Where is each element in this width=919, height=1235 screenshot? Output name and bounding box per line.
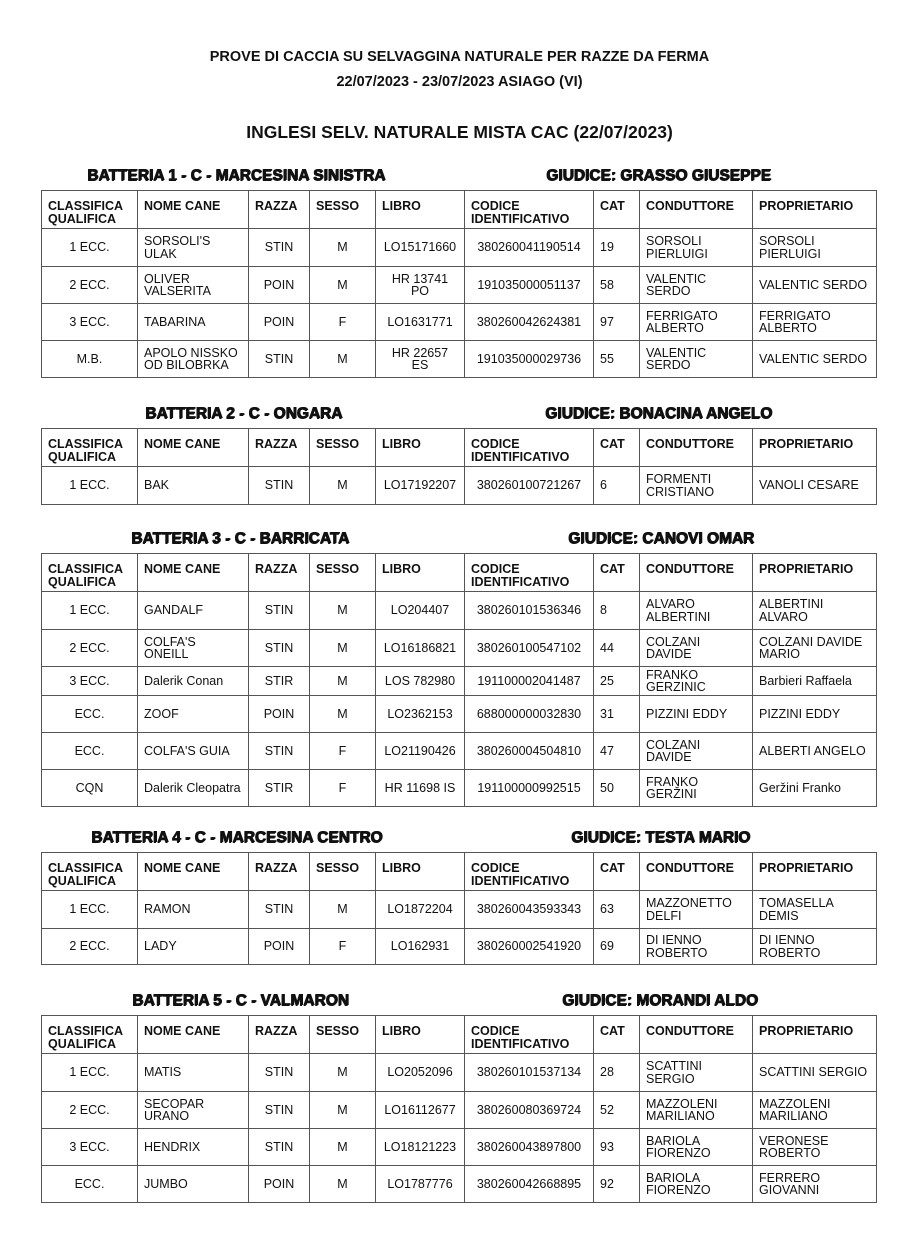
column-header-codice: CODICE IDENTIFICATIVO bbox=[465, 853, 594, 891]
cell-classifica: 1 ECC. bbox=[42, 1054, 138, 1092]
cell-nome-cane: HENDRIX bbox=[138, 1129, 249, 1166]
cell-razza: POIN bbox=[249, 1166, 310, 1203]
cell-conduttore: FERRIGATO ALBERTO bbox=[640, 304, 753, 341]
cell-classifica: 2 ECC. bbox=[42, 1092, 138, 1129]
cell-conduttore: SCATTINI SERGIO bbox=[640, 1054, 753, 1092]
column-header-libro: LIBRO bbox=[376, 554, 465, 592]
cell-codice: 380260002541920 bbox=[465, 929, 594, 965]
batteria-title: BATTERIA 5 - C - VALMARON bbox=[132, 992, 349, 1009]
cell-classifica: ECC. bbox=[42, 696, 138, 733]
cell-classifica: 1 ECC. bbox=[42, 592, 138, 630]
batteria-title: BATTERIA 3 - C - BARRICATA bbox=[131, 530, 350, 547]
cell-conduttore: SORSOLI PIERLUIGI bbox=[640, 229, 753, 267]
cell-cat: 28 bbox=[594, 1054, 640, 1092]
cell-razza: STIN bbox=[249, 891, 310, 929]
cell-nome-cane: SORSOLI'S ULAK bbox=[138, 229, 249, 267]
column-header-razza: RAZZA bbox=[249, 1016, 310, 1054]
cell-nome-cane: OLIVER VALSERITA bbox=[138, 267, 249, 304]
column-header-conduttore: CONDUTTORE bbox=[640, 1016, 753, 1054]
cell-libro: LO1787776 bbox=[376, 1166, 465, 1203]
cell-classifica: M.B. bbox=[42, 341, 138, 378]
column-header-razza: RAZZA bbox=[249, 554, 310, 592]
table-header-row bbox=[42, 1016, 877, 1054]
cell-nome-cane: LADY bbox=[138, 929, 249, 965]
column-header-codice: CODICE IDENTIFICATIVO bbox=[465, 554, 594, 592]
cell-proprietario: VALENTIC SERDO bbox=[753, 341, 877, 378]
cell-conduttore: FRANKO GERŽINI bbox=[640, 770, 753, 807]
cell-sesso: M bbox=[310, 592, 376, 630]
cell-conduttore: BARIOLA FIORENZO bbox=[640, 1129, 753, 1166]
cell-proprietario: FERRERO GIOVANNI bbox=[753, 1166, 877, 1203]
cell-cat: 6 bbox=[594, 467, 640, 505]
cell-classifica: 1 ECC. bbox=[42, 467, 138, 505]
cell-cat: 31 bbox=[594, 696, 640, 733]
cell-libro: LO17192207 bbox=[376, 467, 465, 505]
cell-sesso: M bbox=[310, 696, 376, 733]
table-row bbox=[42, 229, 877, 267]
cell-classifica: ECC. bbox=[42, 733, 138, 770]
cell-libro: LO1872204 bbox=[376, 891, 465, 929]
cell-cat: 47 bbox=[594, 733, 640, 770]
cell-conduttore: PIZZINI EDDY bbox=[640, 696, 753, 733]
cell-sesso: M bbox=[310, 630, 376, 667]
cell-libro: LOS 782980 bbox=[376, 667, 465, 696]
column-header-razza: RAZZA bbox=[249, 429, 310, 467]
cell-cat: 58 bbox=[594, 267, 640, 304]
page-subtitle: INGLESI SELV. NATURALE MISTA CAC (22/07/2023) bbox=[246, 122, 673, 142]
cell-proprietario: SORSOLI PIERLUIGI bbox=[753, 229, 877, 267]
cell-nome-cane: JUMBO bbox=[138, 1166, 249, 1203]
column-header-conduttore: CONDUTTORE bbox=[640, 429, 753, 467]
cell-sesso: F bbox=[310, 929, 376, 965]
column-header-classifica: CLASSIFICA QUALIFICA bbox=[42, 554, 138, 592]
cell-razza: STIN bbox=[249, 229, 310, 267]
giudice-label: GIUDICE: BONACINA ANGELO bbox=[545, 405, 773, 422]
column-header-libro: LIBRO bbox=[376, 191, 465, 229]
column-header-nome-cane: NOME CANE bbox=[138, 191, 249, 229]
giudice-label: GIUDICE: GRASSO GIUSEPPE bbox=[546, 167, 771, 184]
column-header-proprietario: PROPRIETARIO bbox=[753, 1016, 877, 1054]
cell-codice: 380260042668895 bbox=[465, 1166, 594, 1203]
table-row bbox=[42, 304, 877, 341]
cell-cat: 92 bbox=[594, 1166, 640, 1203]
table-row bbox=[42, 733, 877, 770]
cell-libro: LO16186821 bbox=[376, 630, 465, 667]
cell-nome-cane: GANDALF bbox=[138, 592, 249, 630]
cell-razza: STIN bbox=[249, 630, 310, 667]
cell-libro: LO204407 bbox=[376, 592, 465, 630]
cell-proprietario: VALENTIC SERDO bbox=[753, 267, 877, 304]
cell-classifica: 3 ECC. bbox=[42, 304, 138, 341]
cell-conduttore: BARIOLA FIORENZO bbox=[640, 1166, 753, 1203]
column-header-classifica: CLASSIFICA QUALIFICA bbox=[42, 1016, 138, 1054]
column-header-proprietario: PROPRIETARIO bbox=[753, 429, 877, 467]
column-header-conduttore: CONDUTTORE bbox=[640, 191, 753, 229]
cell-libro: LO16112677 bbox=[376, 1092, 465, 1129]
column-header-sesso: SESSO bbox=[310, 191, 376, 229]
cell-classifica: 2 ECC. bbox=[42, 630, 138, 667]
batteria-title: BATTERIA 4 - C - MARCESINA CENTRO bbox=[91, 829, 383, 846]
cell-sesso: M bbox=[310, 467, 376, 505]
cell-sesso: M bbox=[310, 1092, 376, 1129]
table-row bbox=[42, 592, 877, 630]
table-row bbox=[42, 1092, 877, 1129]
cell-libro: LO2052096 bbox=[376, 1054, 465, 1092]
cell-razza: STIN bbox=[249, 733, 310, 770]
table-row bbox=[42, 341, 877, 378]
column-header-codice: CODICE IDENTIFICATIVO bbox=[465, 1016, 594, 1054]
cell-nome-cane: RAMON bbox=[138, 891, 249, 929]
table-row bbox=[42, 929, 877, 965]
cell-razza: STIN bbox=[249, 1092, 310, 1129]
results-table bbox=[41, 190, 877, 378]
results-table bbox=[41, 852, 877, 965]
cell-razza: POIN bbox=[249, 304, 310, 341]
cell-sesso: M bbox=[310, 267, 376, 304]
cell-razza: POIN bbox=[249, 929, 310, 965]
column-header-sesso: SESSO bbox=[310, 554, 376, 592]
cell-libro: LO2362153 bbox=[376, 696, 465, 733]
cell-nome-cane: COLFA'S GUIA bbox=[138, 733, 249, 770]
cell-cat: 69 bbox=[594, 929, 640, 965]
cell-nome-cane: BAK bbox=[138, 467, 249, 505]
column-header-libro: LIBRO bbox=[376, 1016, 465, 1054]
cell-nome-cane: MATIS bbox=[138, 1054, 249, 1092]
cell-sesso: M bbox=[310, 1129, 376, 1166]
cell-conduttore: MAZZOLENI MARILIANO bbox=[640, 1092, 753, 1129]
cell-codice: 380260100547102 bbox=[465, 630, 594, 667]
batteria-header bbox=[0, 992, 919, 1012]
cell-razza: STIN bbox=[249, 341, 310, 378]
cell-proprietario: ALBERTI ANGELO bbox=[753, 733, 877, 770]
cell-sesso: M bbox=[310, 1166, 376, 1203]
cell-proprietario: MAZZOLENI MARILIANO bbox=[753, 1092, 877, 1129]
cell-libro: LO162931 bbox=[376, 929, 465, 965]
column-header-cat: CAT bbox=[594, 554, 640, 592]
cell-conduttore: VALENTIC SERDO bbox=[640, 341, 753, 378]
cell-razza: STIN bbox=[249, 467, 310, 505]
cell-conduttore: DI IENNO ROBERTO bbox=[640, 929, 753, 965]
column-header-proprietario: PROPRIETARIO bbox=[753, 853, 877, 891]
column-header-conduttore: CONDUTTORE bbox=[640, 554, 753, 592]
cell-razza: POIN bbox=[249, 696, 310, 733]
table-header-row bbox=[42, 853, 877, 891]
cell-proprietario: COLZANI DAVIDE MARIO bbox=[753, 630, 877, 667]
cell-cat: 50 bbox=[594, 770, 640, 807]
cell-proprietario: VANOLI CESARE bbox=[753, 467, 877, 505]
batteria-header bbox=[0, 405, 919, 425]
cell-conduttore: COLZANI DAVIDE bbox=[640, 733, 753, 770]
cell-sesso: F bbox=[310, 304, 376, 341]
cell-sesso: M bbox=[310, 229, 376, 267]
cell-libro: HR 11698 IS bbox=[376, 770, 465, 807]
table-header-row bbox=[42, 191, 877, 229]
cell-codice: 191100002041487 bbox=[465, 667, 594, 696]
column-header-sesso: SESSO bbox=[310, 853, 376, 891]
cell-nome-cane: SECOPAR URANO bbox=[138, 1092, 249, 1129]
column-header-nome-cane: NOME CANE bbox=[138, 554, 249, 592]
batteria-header bbox=[0, 167, 919, 187]
cell-sesso: M bbox=[310, 891, 376, 929]
batteria-title: BATTERIA 2 - C - ONGARA bbox=[145, 405, 343, 422]
column-header-cat: CAT bbox=[594, 429, 640, 467]
cell-proprietario: Barbieri Raffaela bbox=[753, 667, 877, 696]
batteria-header bbox=[0, 829, 919, 849]
cell-razza: STIN bbox=[249, 1129, 310, 1166]
table-row bbox=[42, 770, 877, 807]
column-header-sesso: SESSO bbox=[310, 429, 376, 467]
cell-conduttore: VALENTIC SERDO bbox=[640, 267, 753, 304]
cell-classifica: 3 ECC. bbox=[42, 667, 138, 696]
cell-conduttore: FRANKO GERZINIC bbox=[640, 667, 753, 696]
cell-libro: HR 13741 PO bbox=[376, 267, 465, 304]
page-title-line-2: 22/07/2023 - 23/07/2023 ASIAGO (VI) bbox=[336, 74, 583, 90]
cell-codice: 380260042624381 bbox=[465, 304, 594, 341]
cell-cat: 93 bbox=[594, 1129, 640, 1166]
table-row bbox=[42, 1129, 877, 1166]
cell-nome-cane: Dalerik Conan bbox=[138, 667, 249, 696]
results-table bbox=[41, 553, 877, 807]
cell-sesso: M bbox=[310, 667, 376, 696]
cell-razza: STIN bbox=[249, 1054, 310, 1092]
cell-cat: 63 bbox=[594, 891, 640, 929]
column-header-nome-cane: NOME CANE bbox=[138, 853, 249, 891]
table-row bbox=[42, 267, 877, 304]
cell-libro: HR 22657 ES bbox=[376, 341, 465, 378]
table-row bbox=[42, 696, 877, 733]
cell-nome-cane: APOLO NISSKO OD BILOBRKA bbox=[138, 341, 249, 378]
column-header-proprietario: PROPRIETARIO bbox=[753, 191, 877, 229]
cell-codice: 191100000992515 bbox=[465, 770, 594, 807]
cell-cat: 97 bbox=[594, 304, 640, 341]
cell-codice: 191035000051137 bbox=[465, 267, 594, 304]
cell-sesso: F bbox=[310, 733, 376, 770]
page-title-line-1: PROVE DI CACCIA SU SELVAGGINA NATURALE PER RAZZE DA FERMA bbox=[209, 49, 710, 65]
cell-sesso: M bbox=[310, 1054, 376, 1092]
cell-classifica: 3 ECC. bbox=[42, 1129, 138, 1166]
cell-razza: POIN bbox=[249, 267, 310, 304]
table-header-row bbox=[42, 554, 877, 592]
cell-proprietario: ALBERTINI ALVARO bbox=[753, 592, 877, 630]
column-header-razza: RAZZA bbox=[249, 191, 310, 229]
cell-classifica: 1 ECC. bbox=[42, 891, 138, 929]
table-row bbox=[42, 467, 877, 505]
batteria-title: BATTERIA 1 - C - MARCESINA SINISTRA bbox=[87, 167, 386, 184]
cell-codice: 191035000029736 bbox=[465, 341, 594, 378]
table-row bbox=[42, 667, 877, 696]
cell-cat: 44 bbox=[594, 630, 640, 667]
cell-nome-cane: ZOOF bbox=[138, 696, 249, 733]
cell-nome-cane: COLFA'S ONEILL bbox=[138, 630, 249, 667]
cell-codice: 380260100721267 bbox=[465, 467, 594, 505]
column-header-classifica: CLASSIFICA QUALIFICA bbox=[42, 429, 138, 467]
column-header-classifica: CLASSIFICA QUALIFICA bbox=[42, 853, 138, 891]
cell-proprietario: Geržini Franko bbox=[753, 770, 877, 807]
cell-codice: 380260041190514 bbox=[465, 229, 594, 267]
table-row bbox=[42, 630, 877, 667]
column-header-libro: LIBRO bbox=[376, 853, 465, 891]
cell-proprietario: SCATTINI SERGIO bbox=[753, 1054, 877, 1092]
cell-classifica: ECC. bbox=[42, 1166, 138, 1203]
cell-cat: 25 bbox=[594, 667, 640, 696]
column-header-cat: CAT bbox=[594, 191, 640, 229]
column-header-razza: RAZZA bbox=[249, 853, 310, 891]
table-row bbox=[42, 891, 877, 929]
column-header-proprietario: PROPRIETARIO bbox=[753, 554, 877, 592]
cell-proprietario: TOMASELLA DEMIS bbox=[753, 891, 877, 929]
column-header-classifica: CLASSIFICA QUALIFICA bbox=[42, 191, 138, 229]
table-row bbox=[42, 1166, 877, 1203]
cell-razza: STIR bbox=[249, 667, 310, 696]
batteria-header bbox=[0, 530, 919, 550]
results-table bbox=[41, 1015, 877, 1203]
column-header-sesso: SESSO bbox=[310, 1016, 376, 1054]
cell-codice: 380260080369724 bbox=[465, 1092, 594, 1129]
giudice-label: GIUDICE: CANOVI OMAR bbox=[568, 530, 754, 547]
cell-classifica: 1 ECC. bbox=[42, 229, 138, 267]
cell-proprietario: DI IENNO ROBERTO bbox=[753, 929, 877, 965]
cell-proprietario: VERONESE ROBERTO bbox=[753, 1129, 877, 1166]
cell-libro: LO21190426 bbox=[376, 733, 465, 770]
cell-classifica: 2 ECC. bbox=[42, 267, 138, 304]
cell-sesso: F bbox=[310, 770, 376, 807]
table-header-row bbox=[42, 429, 877, 467]
cell-codice: 380260043593343 bbox=[465, 891, 594, 929]
cell-proprietario: FERRIGATO ALBERTO bbox=[753, 304, 877, 341]
column-header-cat: CAT bbox=[594, 1016, 640, 1054]
column-header-codice: CODICE IDENTIFICATIVO bbox=[465, 191, 594, 229]
cell-conduttore: MAZZONETTO DELFI bbox=[640, 891, 753, 929]
cell-codice: 380260004504810 bbox=[465, 733, 594, 770]
cell-libro: LO1631771 bbox=[376, 304, 465, 341]
table-row bbox=[42, 1054, 877, 1092]
cell-sesso: M bbox=[310, 341, 376, 378]
cell-nome-cane: Dalerik Cleopatra bbox=[138, 770, 249, 807]
column-header-cat: CAT bbox=[594, 853, 640, 891]
cell-codice: 380260101536346 bbox=[465, 592, 594, 630]
cell-codice: 688000000032830 bbox=[465, 696, 594, 733]
column-header-codice: CODICE IDENTIFICATIVO bbox=[465, 429, 594, 467]
cell-classifica: 2 ECC. bbox=[42, 929, 138, 965]
cell-conduttore: COLZANI DAVIDE bbox=[640, 630, 753, 667]
giudice-label: GIUDICE: MORANDI ALDO bbox=[562, 992, 758, 1009]
cell-cat: 55 bbox=[594, 341, 640, 378]
column-header-nome-cane: NOME CANE bbox=[138, 1016, 249, 1054]
cell-libro: LO18121223 bbox=[376, 1129, 465, 1166]
column-header-conduttore: CONDUTTORE bbox=[640, 853, 753, 891]
cell-codice: 380260043897800 bbox=[465, 1129, 594, 1166]
cell-libro: LO15171660 bbox=[376, 229, 465, 267]
column-header-libro: LIBRO bbox=[376, 429, 465, 467]
cell-conduttore: FORMENTI CRISTIANO bbox=[640, 467, 753, 505]
column-header-nome-cane: NOME CANE bbox=[138, 429, 249, 467]
cell-cat: 19 bbox=[594, 229, 640, 267]
cell-cat: 52 bbox=[594, 1092, 640, 1129]
results-table bbox=[41, 428, 877, 505]
cell-razza: STIN bbox=[249, 592, 310, 630]
cell-cat: 8 bbox=[594, 592, 640, 630]
cell-razza: STIR bbox=[249, 770, 310, 807]
cell-classifica: CQN bbox=[42, 770, 138, 807]
cell-proprietario: PIZZINI EDDY bbox=[753, 696, 877, 733]
giudice-label: GIUDICE: TESTA MARIO bbox=[571, 829, 751, 846]
cell-conduttore: ALVARO ALBERTINI bbox=[640, 592, 753, 630]
cell-nome-cane: TABARINA bbox=[138, 304, 249, 341]
cell-codice: 380260101537134 bbox=[465, 1054, 594, 1092]
